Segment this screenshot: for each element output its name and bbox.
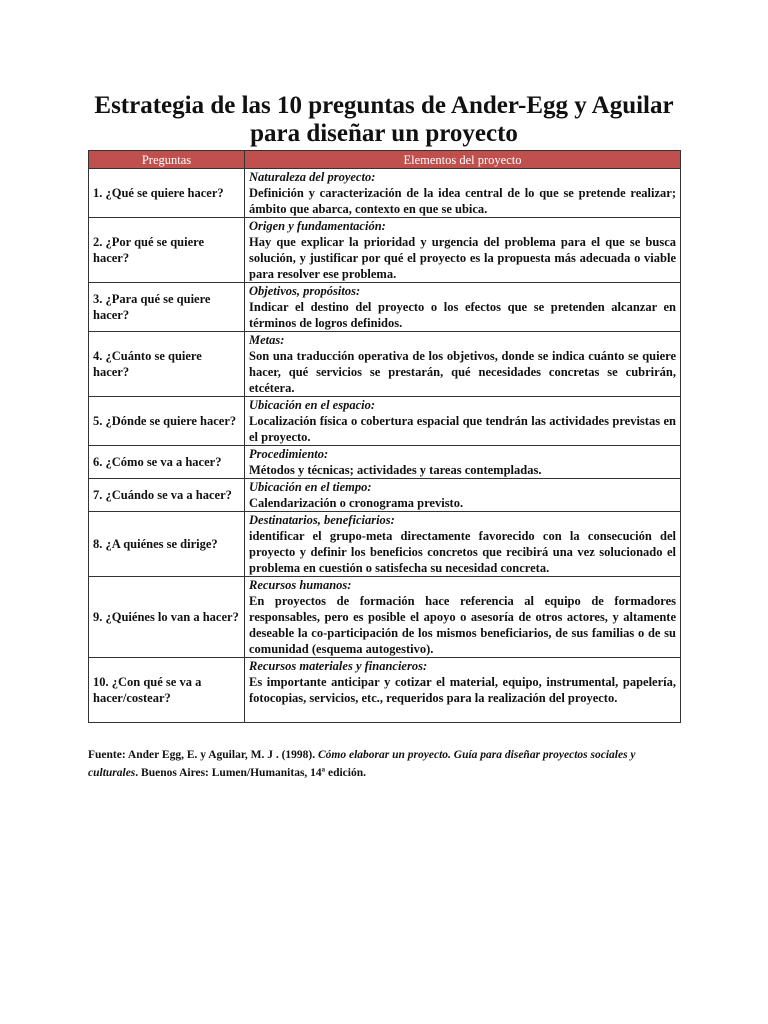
- table-row: [89, 218, 681, 283]
- questions-table: [88, 150, 681, 723]
- element-cell: [245, 169, 681, 218]
- element-description: Es importante anticipar y cotizar el material, equipo, instrumental, papelería, fotocopias, servicios, etc., requeridos para la realización del proyecto.: [249, 675, 676, 705]
- source-suffix: . Buenos Aires: Lumen/Humanitas, 14ª edición.: [135, 767, 367, 779]
- element-description: Hay que explicar la prioridad y urgencia del problema para el que se busca solución, y justificar por qué el proyecto es la propuesta más adecuada o viable para resolver ese problema.: [249, 235, 676, 281]
- element-title: Procedimiento:: [249, 447, 329, 461]
- element-cell: [245, 218, 681, 283]
- table-row: [89, 658, 681, 723]
- question-cell: 2. ¿Por qué se quiere hacer?: [89, 218, 245, 283]
- question-cell: 4. ¿Cuánto se quiere hacer?: [89, 332, 245, 397]
- element-title: Objetivos, propósitos:: [249, 284, 361, 298]
- element-title: Ubicación en el tiempo:: [249, 480, 372, 494]
- question-cell: 3. ¿Para qué se quiere hacer?: [89, 283, 245, 332]
- question-cell: 9. ¿Quiénes lo van a hacer?: [89, 577, 245, 658]
- table-row: [89, 512, 681, 577]
- element-title: Metas:: [249, 333, 285, 347]
- element-title: Ubicación en el espacio:: [249, 398, 376, 412]
- question-cell: 1. ¿Qué se quiere hacer?: [89, 169, 245, 218]
- element-cell: [245, 479, 681, 512]
- element-description: Métodos y técnicas; actividades y tareas contempladas.: [249, 463, 542, 477]
- element-cell: [245, 397, 681, 446]
- header-elementos: Elementos del proyecto: [245, 151, 681, 169]
- table-row: [89, 169, 681, 218]
- title-line-2: para diseñar un proyecto: [250, 120, 518, 147]
- question-cell: 10. ¿Con qué se va a hacer/costear?: [89, 658, 245, 723]
- element-cell: [245, 512, 681, 577]
- element-title: Recursos materiales y financieros:: [249, 659, 428, 673]
- table-row: [89, 397, 681, 446]
- table-header-row: [89, 151, 681, 169]
- element-description: identificar el grupo-meta directamente favorecido con la consecución del proyecto y definir los beneficios concretos que recibirá una vez solucionado el problema en cuestión o satisfecha su necesidad concreta.: [249, 529, 676, 575]
- element-cell: [245, 658, 681, 723]
- page-title: [60, 92, 708, 148]
- table-row: [89, 479, 681, 512]
- element-cell: [245, 577, 681, 658]
- element-cell: [245, 283, 681, 332]
- element-description: En proyectos de formación hace referencia al equipo de formadores responsables, pero es posible el apoyo o asesoría de otros actores, y altamente deseable la co-participación de los mismos beneficiarios, de sus familias o de su comunidad (esquema autogestivo).: [249, 594, 676, 656]
- element-description: Localización física o cobertura espacial que tendrán las actividades previstas en el proyecto.: [249, 414, 676, 444]
- table-row: [89, 577, 681, 658]
- element-description: Definición y caracterización de la idea central de lo que se pretende realizar; ámbito que abarca, contexto en que se ubica.: [249, 186, 676, 216]
- element-title: Recursos humanos:: [249, 578, 352, 592]
- element-title: Origen y fundamentación:: [249, 219, 386, 233]
- question-cell: 6. ¿Cómo se va a hacer?: [89, 446, 245, 479]
- title-line-1: Estrategia de las 10 preguntas de Ander-Egg y Aguilar: [94, 92, 674, 119]
- element-title: Naturaleza del proyecto:: [249, 170, 376, 184]
- element-description: Son una traducción operativa de los objetivos, donde se indica cuánto se quiere hacer, qué servicios se prestarán, qué necesidades concretas se cubrirán, etcétera.: [249, 349, 676, 395]
- element-cell: [245, 332, 681, 397]
- question-cell: 5. ¿Dónde se quiere hacer?: [89, 397, 245, 446]
- header-preguntas: Preguntas: [89, 151, 245, 169]
- element-title: Destinatarios, beneficiarios:: [249, 513, 395, 527]
- element-description: Calendarización o cronograma previsto.: [249, 496, 464, 510]
- source-book-title: Cómo elaborar un proyecto. Guía para diseñar proyectos sociales y culturales: [88, 749, 636, 779]
- source-prefix: Fuente: Ander Egg, E. y Aguilar, M. J . (1998).: [88, 749, 319, 761]
- question-cell: 8. ¿A quiénes se dirige?: [89, 512, 245, 577]
- table-row: [89, 283, 681, 332]
- source-citation: [88, 746, 680, 782]
- element-description: Indicar el destino del proyecto o los efectos que se pretenden alcanzar en términos de logros definidos.: [249, 300, 676, 330]
- table-row: [89, 446, 681, 479]
- question-cell: 7. ¿Cuándo se va a hacer?: [89, 479, 245, 512]
- table-row: [89, 332, 681, 397]
- element-cell: [245, 446, 681, 479]
